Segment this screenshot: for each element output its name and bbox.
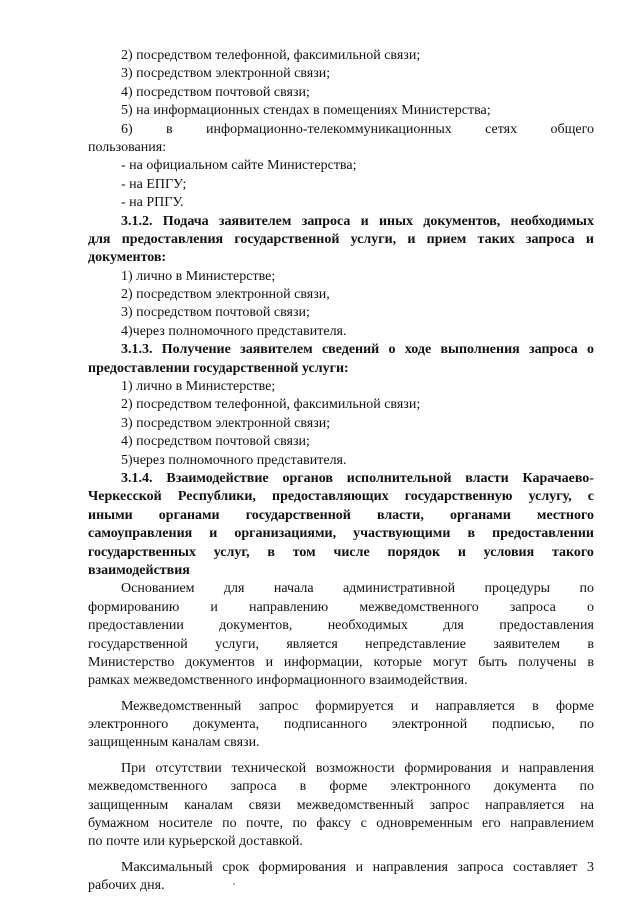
- word: услуги,: [215, 636, 260, 652]
- word: Получение: [161, 342, 231, 358]
- word: направлению: [248, 599, 329, 615]
- word: необходимых: [327, 618, 408, 634]
- paragraph-line: защищенным каналам связи.: [88, 735, 260, 751]
- paragraph-line: [88, 815, 594, 833]
- paragraph-line: [88, 580, 594, 598]
- word: в: [267, 544, 275, 560]
- word: запроса: [529, 342, 578, 358]
- word: носителе: [158, 816, 213, 832]
- word: выполнения: [440, 342, 520, 358]
- word: по: [222, 816, 237, 832]
- list-item-6-continuation: пользования:: [88, 139, 167, 155]
- list-item-6: [88, 121, 594, 139]
- word: почте,: [246, 816, 284, 832]
- paragraph-line: [88, 716, 594, 734]
- word: составляет: [512, 859, 578, 875]
- heading-3-1-2-line: документов:: [88, 250, 167, 266]
- word: по: [579, 581, 594, 597]
- word: технической: [231, 760, 307, 776]
- list-item: 3) посредством почтовой связи;: [121, 305, 310, 321]
- word: органов: [282, 470, 333, 486]
- word: и: [457, 544, 466, 560]
- heading-3-1-3-line: предоставлении государственной услуги:: [88, 360, 349, 376]
- word: направления: [372, 859, 448, 875]
- word: порядок: [387, 544, 441, 560]
- list-item: 5)через полномочного представителя.: [121, 452, 347, 468]
- word: и: [265, 654, 274, 670]
- word: исполнительной: [346, 470, 452, 486]
- word: числе: [333, 544, 370, 560]
- word: документов,: [219, 618, 293, 634]
- word: участвующими: [353, 526, 451, 542]
- word: непредставление: [365, 636, 467, 652]
- word: запроса: [301, 213, 351, 229]
- word: получены: [518, 654, 577, 670]
- list-item: 3) посредством электронной связи;: [121, 66, 331, 82]
- word: 3.1.3.: [121, 342, 153, 358]
- word: Черкесской: [88, 489, 162, 505]
- word: информации,: [283, 654, 363, 670]
- word: и: [407, 231, 416, 247]
- word: предоставлении: [88, 618, 184, 634]
- word: электронного: [88, 717, 169, 733]
- word: и: [501, 760, 509, 776]
- word: по: [579, 717, 594, 733]
- text-column: [88, 47, 594, 896]
- word: и: [410, 698, 419, 714]
- word: государственную: [404, 489, 513, 505]
- list-item: 4) посредством почтовой связи;: [121, 84, 310, 100]
- word: формирования: [404, 760, 492, 776]
- word: общего: [550, 121, 594, 137]
- word: Министерство: [88, 654, 175, 670]
- word: 6): [121, 121, 133, 137]
- word: заявителем: [240, 342, 313, 358]
- word: является: [286, 636, 338, 652]
- word: информационно-телекоммуникационных: [206, 121, 452, 137]
- word: по: [292, 816, 307, 832]
- word: о: [586, 599, 594, 615]
- word: и: [585, 231, 594, 247]
- word: предоставления: [499, 618, 594, 634]
- list-item: 1) лично в Министерстве;: [121, 379, 276, 395]
- word: быть: [478, 654, 508, 670]
- word: услугу,: [528, 489, 572, 505]
- word: иными: [88, 507, 133, 523]
- word: с: [587, 489, 594, 505]
- word: по: [579, 779, 594, 795]
- paragraph-line: [88, 778, 594, 796]
- word: Основанием: [121, 581, 195, 597]
- word: запроса: [230, 779, 277, 795]
- word: начала: [273, 581, 314, 597]
- word: на: [580, 797, 594, 813]
- word: таких: [477, 231, 515, 247]
- paragraph-line: рабочих дня.: [88, 878, 165, 894]
- word: электронной: [391, 717, 468, 733]
- word: форме: [329, 779, 368, 795]
- list-item: 4)через полномочного представителя.: [121, 323, 347, 339]
- word: государственной: [88, 636, 188, 652]
- heading-3-1-4-line: [88, 507, 594, 525]
- word: в: [299, 779, 307, 795]
- word: и: [209, 526, 218, 542]
- sub-item: - на официальном сайте Министерства;: [121, 158, 357, 174]
- heading-3-1-4-line: [88, 488, 594, 506]
- word: документа,: [193, 717, 260, 733]
- word: в: [532, 698, 539, 714]
- word: сетях: [485, 121, 518, 137]
- word: его: [481, 816, 501, 832]
- word: сведений: [321, 342, 380, 358]
- word: самоуправления: [88, 526, 193, 542]
- word: и: [360, 213, 369, 229]
- word: предоставляющих: [272, 489, 389, 505]
- word: направления: [518, 760, 594, 776]
- word: форме: [555, 698, 594, 714]
- word: При: [121, 760, 146, 776]
- word: предоставления: [121, 231, 224, 247]
- paragraph-line: [88, 859, 594, 877]
- word: иных: [378, 213, 414, 229]
- word: направляется: [435, 698, 515, 714]
- word: 3.1.2.: [121, 213, 153, 229]
- sub-item: - на РПГУ.: [121, 195, 184, 211]
- list-item: 2) посредством телефонной, факсимильной связи;: [121, 397, 421, 413]
- list-item: 2) посредством электронной связи,: [121, 287, 330, 303]
- paragraph-line: [88, 760, 594, 778]
- word: возможности: [315, 760, 395, 776]
- paragraph-line: [88, 698, 594, 716]
- word: защищенным: [88, 797, 169, 813]
- word: государственной: [245, 507, 351, 523]
- word: формирования: [258, 859, 347, 875]
- word: необходимых: [510, 213, 594, 229]
- word: документов,: [423, 213, 501, 229]
- word: органами: [158, 507, 220, 523]
- word: местного: [536, 507, 594, 523]
- word: запроса: [525, 231, 575, 247]
- word: межведомственный: [296, 797, 414, 813]
- word: формируется: [315, 698, 394, 714]
- word: органами: [449, 507, 511, 523]
- scan-speck: [233, 883, 235, 885]
- word: Подача: [162, 213, 209, 229]
- word: заявителем: [218, 213, 292, 229]
- word: для: [88, 231, 111, 247]
- word: административной: [342, 581, 456, 597]
- word: и: [355, 859, 364, 875]
- word: Максимальный: [121, 859, 213, 875]
- word: с: [360, 816, 367, 832]
- word: документа: [493, 779, 557, 795]
- word: запрос: [429, 797, 470, 813]
- word: процедуры: [484, 581, 551, 597]
- word: прием: [426, 231, 467, 247]
- word: электронного: [390, 779, 471, 795]
- word: власти: [465, 470, 509, 486]
- word: документов: [185, 654, 255, 670]
- word: каналам: [184, 797, 233, 813]
- sub-item: - на ЕПГУ;: [121, 176, 187, 192]
- heading-3-1-4-line: взаимодействия: [88, 562, 190, 578]
- word: которые: [373, 654, 422, 670]
- word: подписью,: [491, 717, 555, 733]
- heading-3-1-2: [88, 213, 594, 231]
- word: запроса: [457, 859, 504, 875]
- word: услуг,: [213, 544, 250, 560]
- list-item: 3) посредством электронной связи;: [121, 415, 331, 431]
- paragraph-line: [88, 654, 594, 672]
- word: условия: [483, 544, 535, 560]
- word: о: [388, 342, 396, 358]
- word: Республики,: [177, 489, 256, 505]
- word: и: [210, 599, 218, 615]
- word: услуги,: [350, 231, 397, 247]
- word: в: [587, 636, 594, 652]
- heading-3-1-4: [88, 470, 594, 488]
- heading-3-1-4-line: [88, 525, 594, 543]
- word: направляется: [485, 797, 565, 813]
- paragraph-line: [88, 636, 594, 654]
- list-item: 2) посредством телефонной, факсимильной связи;: [121, 48, 421, 63]
- word: 3: [586, 859, 594, 875]
- heading-3-1-3: [88, 341, 594, 359]
- word: организациями,: [234, 526, 337, 542]
- word: могут: [432, 654, 468, 670]
- word: заявителем: [493, 636, 561, 652]
- word: о: [587, 342, 594, 358]
- paragraph-line: [88, 797, 594, 815]
- paragraph-line: [88, 617, 594, 635]
- word: ходе: [404, 342, 432, 358]
- word: в: [587, 654, 594, 670]
- word: государственных: [88, 544, 196, 560]
- heading-3-1-2-line: [88, 231, 594, 249]
- word: срок: [222, 859, 250, 875]
- word: такого: [551, 544, 594, 560]
- word: формированию: [88, 599, 180, 615]
- list-item: 1) лично в Министерстве;: [121, 268, 276, 284]
- word: бумажном: [88, 816, 150, 832]
- word: связи: [248, 797, 281, 813]
- paragraph-line: рамках межведомственного информационного взаимодействия.: [88, 673, 468, 689]
- word: межведомственного: [88, 779, 208, 795]
- word: подписанного: [283, 717, 368, 733]
- word: межведомственного: [359, 599, 479, 615]
- word: направлением: [510, 816, 594, 832]
- word: предоставлении: [492, 526, 594, 542]
- word: том: [292, 544, 316, 560]
- word: запроса: [509, 599, 556, 615]
- word: в: [166, 121, 173, 137]
- word: в: [467, 526, 476, 542]
- word: для: [443, 618, 464, 634]
- paragraph-line: по почте или курьерской доставкой.: [88, 834, 303, 850]
- word: государственной: [234, 231, 340, 247]
- heading-3-1-4-line: [88, 544, 594, 562]
- word: Межведомственный: [121, 698, 242, 714]
- paragraph-line: [88, 599, 594, 617]
- word: запрос: [258, 698, 299, 714]
- word: 3.1.4.: [121, 470, 153, 486]
- word: одновременным: [376, 816, 473, 832]
- list-item: 4) посредством почтовой связи;: [121, 434, 310, 450]
- word: факсу: [316, 816, 352, 832]
- word: Карачаево-: [522, 470, 594, 486]
- word: власти,: [376, 507, 424, 523]
- list-item: 5) на информационных стендах в помещениях Министерства;: [121, 103, 491, 119]
- word: для: [223, 581, 245, 597]
- word: отсутствии: [155, 760, 222, 776]
- word: Взаимодействие: [166, 470, 269, 486]
